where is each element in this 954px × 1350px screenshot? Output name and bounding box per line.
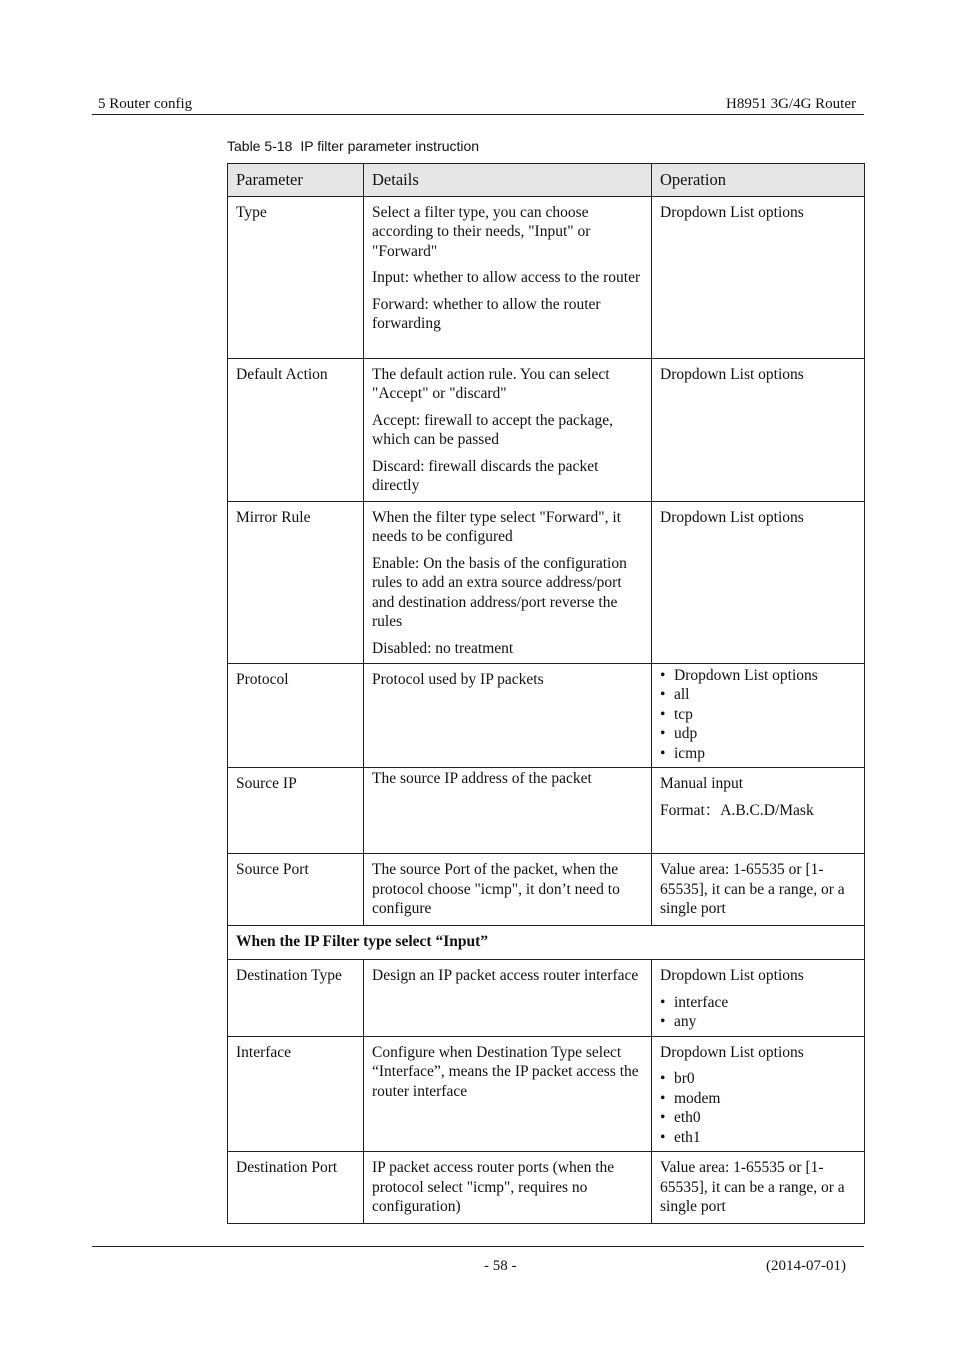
operation-text: Dropdown List options	[660, 1043, 804, 1061]
details-text: Enable: On the basis of the configuration rules to add an extra source address/port and destination address/port reverse the rules	[372, 554, 627, 630]
bullet-item: • udp	[660, 724, 856, 744]
parameter-cell: Source Port	[228, 854, 364, 926]
details-text: The default action rule. You can select "Accept" or "discard"	[372, 365, 610, 402]
details-cell	[364, 768, 652, 854]
operation-bullet-list	[660, 993, 856, 1032]
table-header-row	[228, 164, 865, 197]
table-row	[228, 1152, 865, 1224]
table-row	[228, 358, 865, 501]
details-cell	[364, 1152, 652, 1224]
details-text: IP packet access router ports (when the protocol select "icmp", requires no configuration)	[372, 1159, 615, 1215]
column-header-details: Details	[364, 164, 652, 197]
bullet-item: • tcp	[660, 705, 856, 725]
details-text: Select a filter type, you can choose according to their needs, "Input" or "Forward"	[372, 203, 591, 260]
bullet-item: • eth0	[660, 1108, 856, 1128]
details-cell	[364, 501, 652, 663]
details-cell	[364, 358, 652, 501]
operation-text: Format：A.B.C.D/Mask	[660, 801, 814, 819]
operation-cell	[652, 501, 865, 663]
table-caption-title: IP filter parameter instruction	[300, 138, 480, 154]
details-cell	[364, 1036, 652, 1152]
section-label: When the IP Filter type select “Input”	[228, 926, 865, 960]
document-date: (2014-07-01)	[766, 1258, 846, 1274]
table-caption	[227, 138, 479, 154]
header-chapter: 5 Router config	[98, 96, 193, 112]
column-header-parameter: Parameter	[228, 164, 364, 197]
page-header	[92, 96, 864, 115]
details-cell	[364, 196, 652, 358]
parameter-cell: Mirror Rule	[228, 501, 364, 663]
column-header-operation: Operation	[652, 164, 865, 197]
ip-filter-parameter-table	[227, 163, 865, 1224]
table-row	[228, 501, 865, 663]
bullet-item: • all	[660, 685, 856, 705]
table-row	[228, 960, 865, 1037]
parameter-cell: Default Action	[228, 358, 364, 501]
bullet-item: • any	[660, 1012, 856, 1032]
header-product: H8951 3G/4G Router	[726, 96, 856, 112]
parameter-cell: Destination Type	[228, 960, 364, 1037]
details-cell	[364, 854, 652, 926]
page-footer	[92, 1246, 864, 1274]
details-text: Configure when Destination Type select “Interface”, means the IP packet access the router interface	[372, 1043, 639, 1100]
operation-cell	[652, 196, 865, 358]
parameter-cell: Type	[228, 196, 364, 358]
table-row	[228, 854, 865, 926]
details-text: Input: whether to allow access to the router	[372, 269, 641, 286]
operation-bullet-list	[660, 1069, 856, 1147]
parameter-cell: Destination Port	[228, 1152, 364, 1224]
operation-text: Dropdown List options	[660, 365, 804, 383]
bullet-item: • interface	[660, 993, 856, 1013]
details-text: Disabled: no treatment	[372, 639, 514, 657]
table-row	[228, 663, 865, 768]
operation-text: Manual input	[660, 775, 744, 792]
bullet-item: • modem	[660, 1089, 856, 1109]
operation-cell	[652, 358, 865, 501]
details-text: The source Port of the packet, when the protocol choose "icmp", it don’t need to configure	[372, 861, 620, 917]
parameter-cell: Source IP	[228, 768, 364, 854]
table-row	[228, 1036, 865, 1152]
operation-bullet-list	[660, 666, 856, 764]
operation-cell	[652, 960, 865, 1037]
details-cell	[364, 663, 652, 768]
operation-text: Dropdown List options	[660, 203, 804, 221]
details-text: Forward: whether to allow the router forwarding	[372, 295, 601, 332]
details-text: When the filter type select "Forward", it needs to be configured	[372, 508, 621, 545]
bullet-item: • eth1	[660, 1128, 856, 1148]
operation-cell	[652, 768, 865, 854]
details-cell	[364, 960, 652, 1037]
operation-text: Dropdown List options	[660, 508, 804, 526]
page-number: - 58 -	[484, 1258, 517, 1274]
operation-cell	[652, 663, 865, 768]
table-caption-number: Table 5-18	[227, 138, 293, 154]
section-row	[228, 926, 865, 960]
bullet-item: • br0	[660, 1069, 856, 1089]
operation-cell	[652, 1036, 865, 1152]
parameter-cell: Interface	[228, 1036, 364, 1152]
table-row	[228, 196, 865, 358]
details-text: Design an IP packet access router interface	[372, 967, 639, 984]
operation-text: Value area: 1-65535 or [1-65535], it can be a range, or a single port	[660, 861, 845, 917]
operation-cell	[652, 854, 865, 926]
table-row	[228, 768, 865, 854]
bullet-item: • icmp	[660, 744, 856, 764]
details-text: Protocol used by IP packets	[372, 670, 544, 688]
operation-text: Value area: 1-65535 or [1-65535], it can be a range, or a single port	[660, 1159, 845, 1215]
bullet-item: • Dropdown List options	[660, 666, 856, 686]
details-text: Discard: firewall discards the packet directly	[372, 457, 599, 494]
parameter-cell: Protocol	[228, 663, 364, 768]
details-text: The source IP address of the packet	[372, 770, 592, 787]
details-text: Accept: firewall to accept the package, which can be passed	[372, 411, 613, 448]
operation-text: Dropdown List options	[660, 967, 804, 984]
operation-cell	[652, 1152, 865, 1224]
